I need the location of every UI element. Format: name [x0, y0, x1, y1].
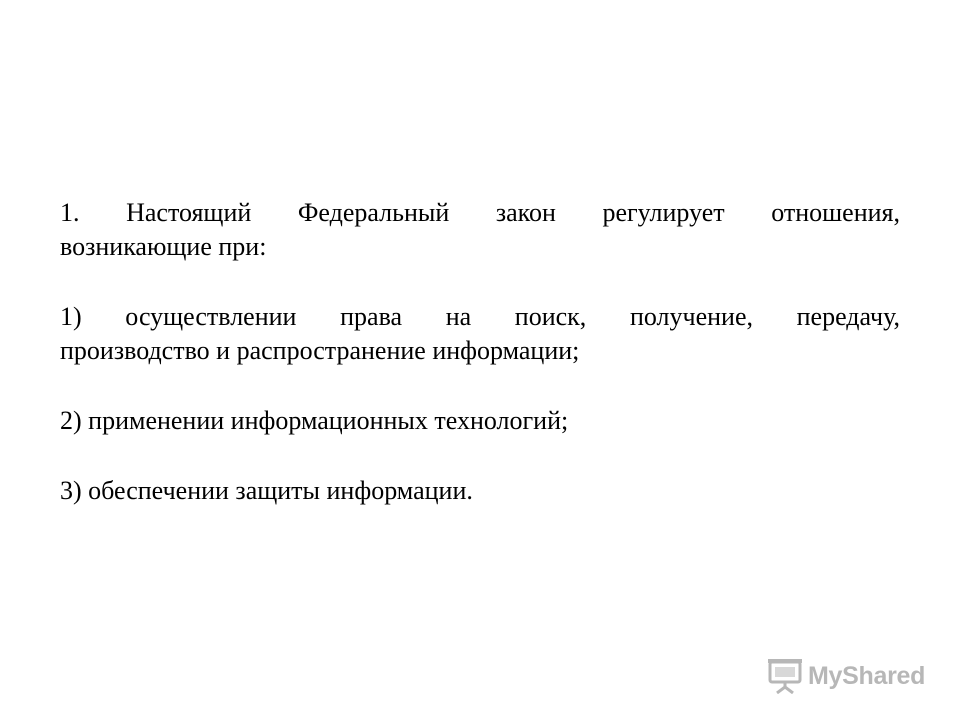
paragraph-intro	[60, 196, 900, 264]
paragraph-item-1	[60, 300, 900, 368]
paragraph-item-3	[60, 474, 900, 508]
presentation-board-icon	[768, 658, 802, 694]
paragraph-line: производство и распространение информации;	[60, 336, 580, 365]
paragraph-line: 3) обеспечении защиты информации.	[60, 476, 473, 505]
watermark-text: MyShared	[808, 661, 926, 690]
paragraph-line: 2) применении информационных технологий;	[60, 406, 569, 435]
paragraph-line: возникающие при:	[60, 232, 267, 261]
watermark	[768, 656, 925, 696]
slide-body	[60, 196, 900, 508]
paragraph-line: 1. Настоящий Федеральный закон регулирует отношения,	[60, 198, 900, 227]
paragraph-line: 1) осуществлении права на поиск, получение, передачу,	[60, 302, 900, 331]
paragraph-item-2	[60, 404, 900, 438]
